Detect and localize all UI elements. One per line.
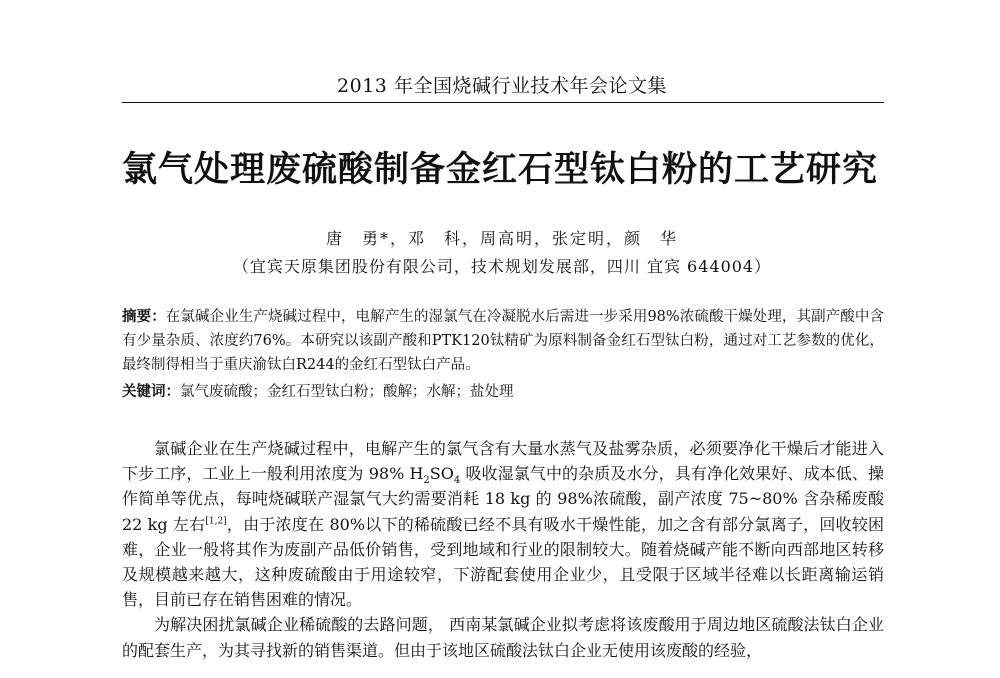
- h2so4-subscript-2: 2: [423, 475, 430, 487]
- affiliation: （宜宾天原集团股份有限公司，技术规划发展部，四川 宜宾 644004）: [232, 257, 772, 276]
- paragraph-1-text-c: 吸收湿氯气中的杂质及水分，具有净化效果好、成本低、操作简单等优点，每吨烧碱联产湿氯气大约需要消耗 18 kg 的 98%浓硫酸，副产浓度 75~80% 含杂稀废酸 22 kg 左右: [122, 464, 884, 534]
- body-text: [122, 436, 884, 663]
- abstract-label: 摘要：: [122, 309, 166, 325]
- author-list: 唐 勇*，邓 科，周高明，张定明，颜 华: [325, 229, 678, 248]
- abstract-text: 在氯碱企业生产烧碱过程中，电解产生的湿氯气在冷凝脱水后需进一步采用98%浓硫酸干燥处理，其副产酸中含有少量杂质、浓度约76%。本研究以该副产酸和PTK120钛精矿为原料制备金红石型钛白粉，通过对工艺参数的优化，最终制得相当于重庆渝钛白R244的金红石型钛白产品。: [122, 309, 885, 373]
- keywords-text: 氯气废硫酸；金红石型钛白粉；酸解；水解；盐处理: [180, 384, 514, 400]
- keywords: [122, 380, 884, 404]
- paragraph-1-text-a: 氯碱企业在生产烧碱过程中，电解产生的氯气含有大量水蒸气及盐雾杂质，必须要净化干燥后才能进入下步工序，工业上一般利用浓度为 98% H: [122, 439, 884, 484]
- paragraph-1-text-b: SO: [429, 464, 454, 484]
- paragraph-1-text-d: ，由于浓度在 80%以下的稀硫酸已经不具有吸水干燥性能，加之含有部分氯离子，回收较困难，企业一般将其作为废副产品低价销售，受到地域和行业的限制较大。随着烧碱产能不断向西部地区转移及规模越来越大，这种废硫酸由于用途较窄，下游配套使用企业少，且受限于区域半径难以长距离输运销售，目前已存在销售困难的情况。: [122, 514, 884, 610]
- paragraph-1: [122, 436, 884, 612]
- keywords-label: 关键词：: [122, 384, 180, 400]
- paper-title: 氯气处理废硫酸制备金红石型钛白粉的工艺研究: [121, 150, 878, 190]
- paragraph-2: 为解决困扰氯碱企业稀硫酸的去路问题， 西南某氯碱企业拟考虑将该废酸用于周边地区硫酸法钛白企业的配套生产，为其寻找新的销售渠道。但由于该地区硫酸法钛白企业无使用该废酸的经验，: [122, 615, 884, 660]
- abstract: [122, 305, 884, 377]
- citation-ref[interactable]: [1,2]: [205, 516, 227, 527]
- header-rule: [122, 102, 884, 103]
- h2so4-subscript-4: 4: [453, 475, 461, 487]
- running-head: 2013 年全国烧碱行业技术年会论文集: [337, 75, 667, 97]
